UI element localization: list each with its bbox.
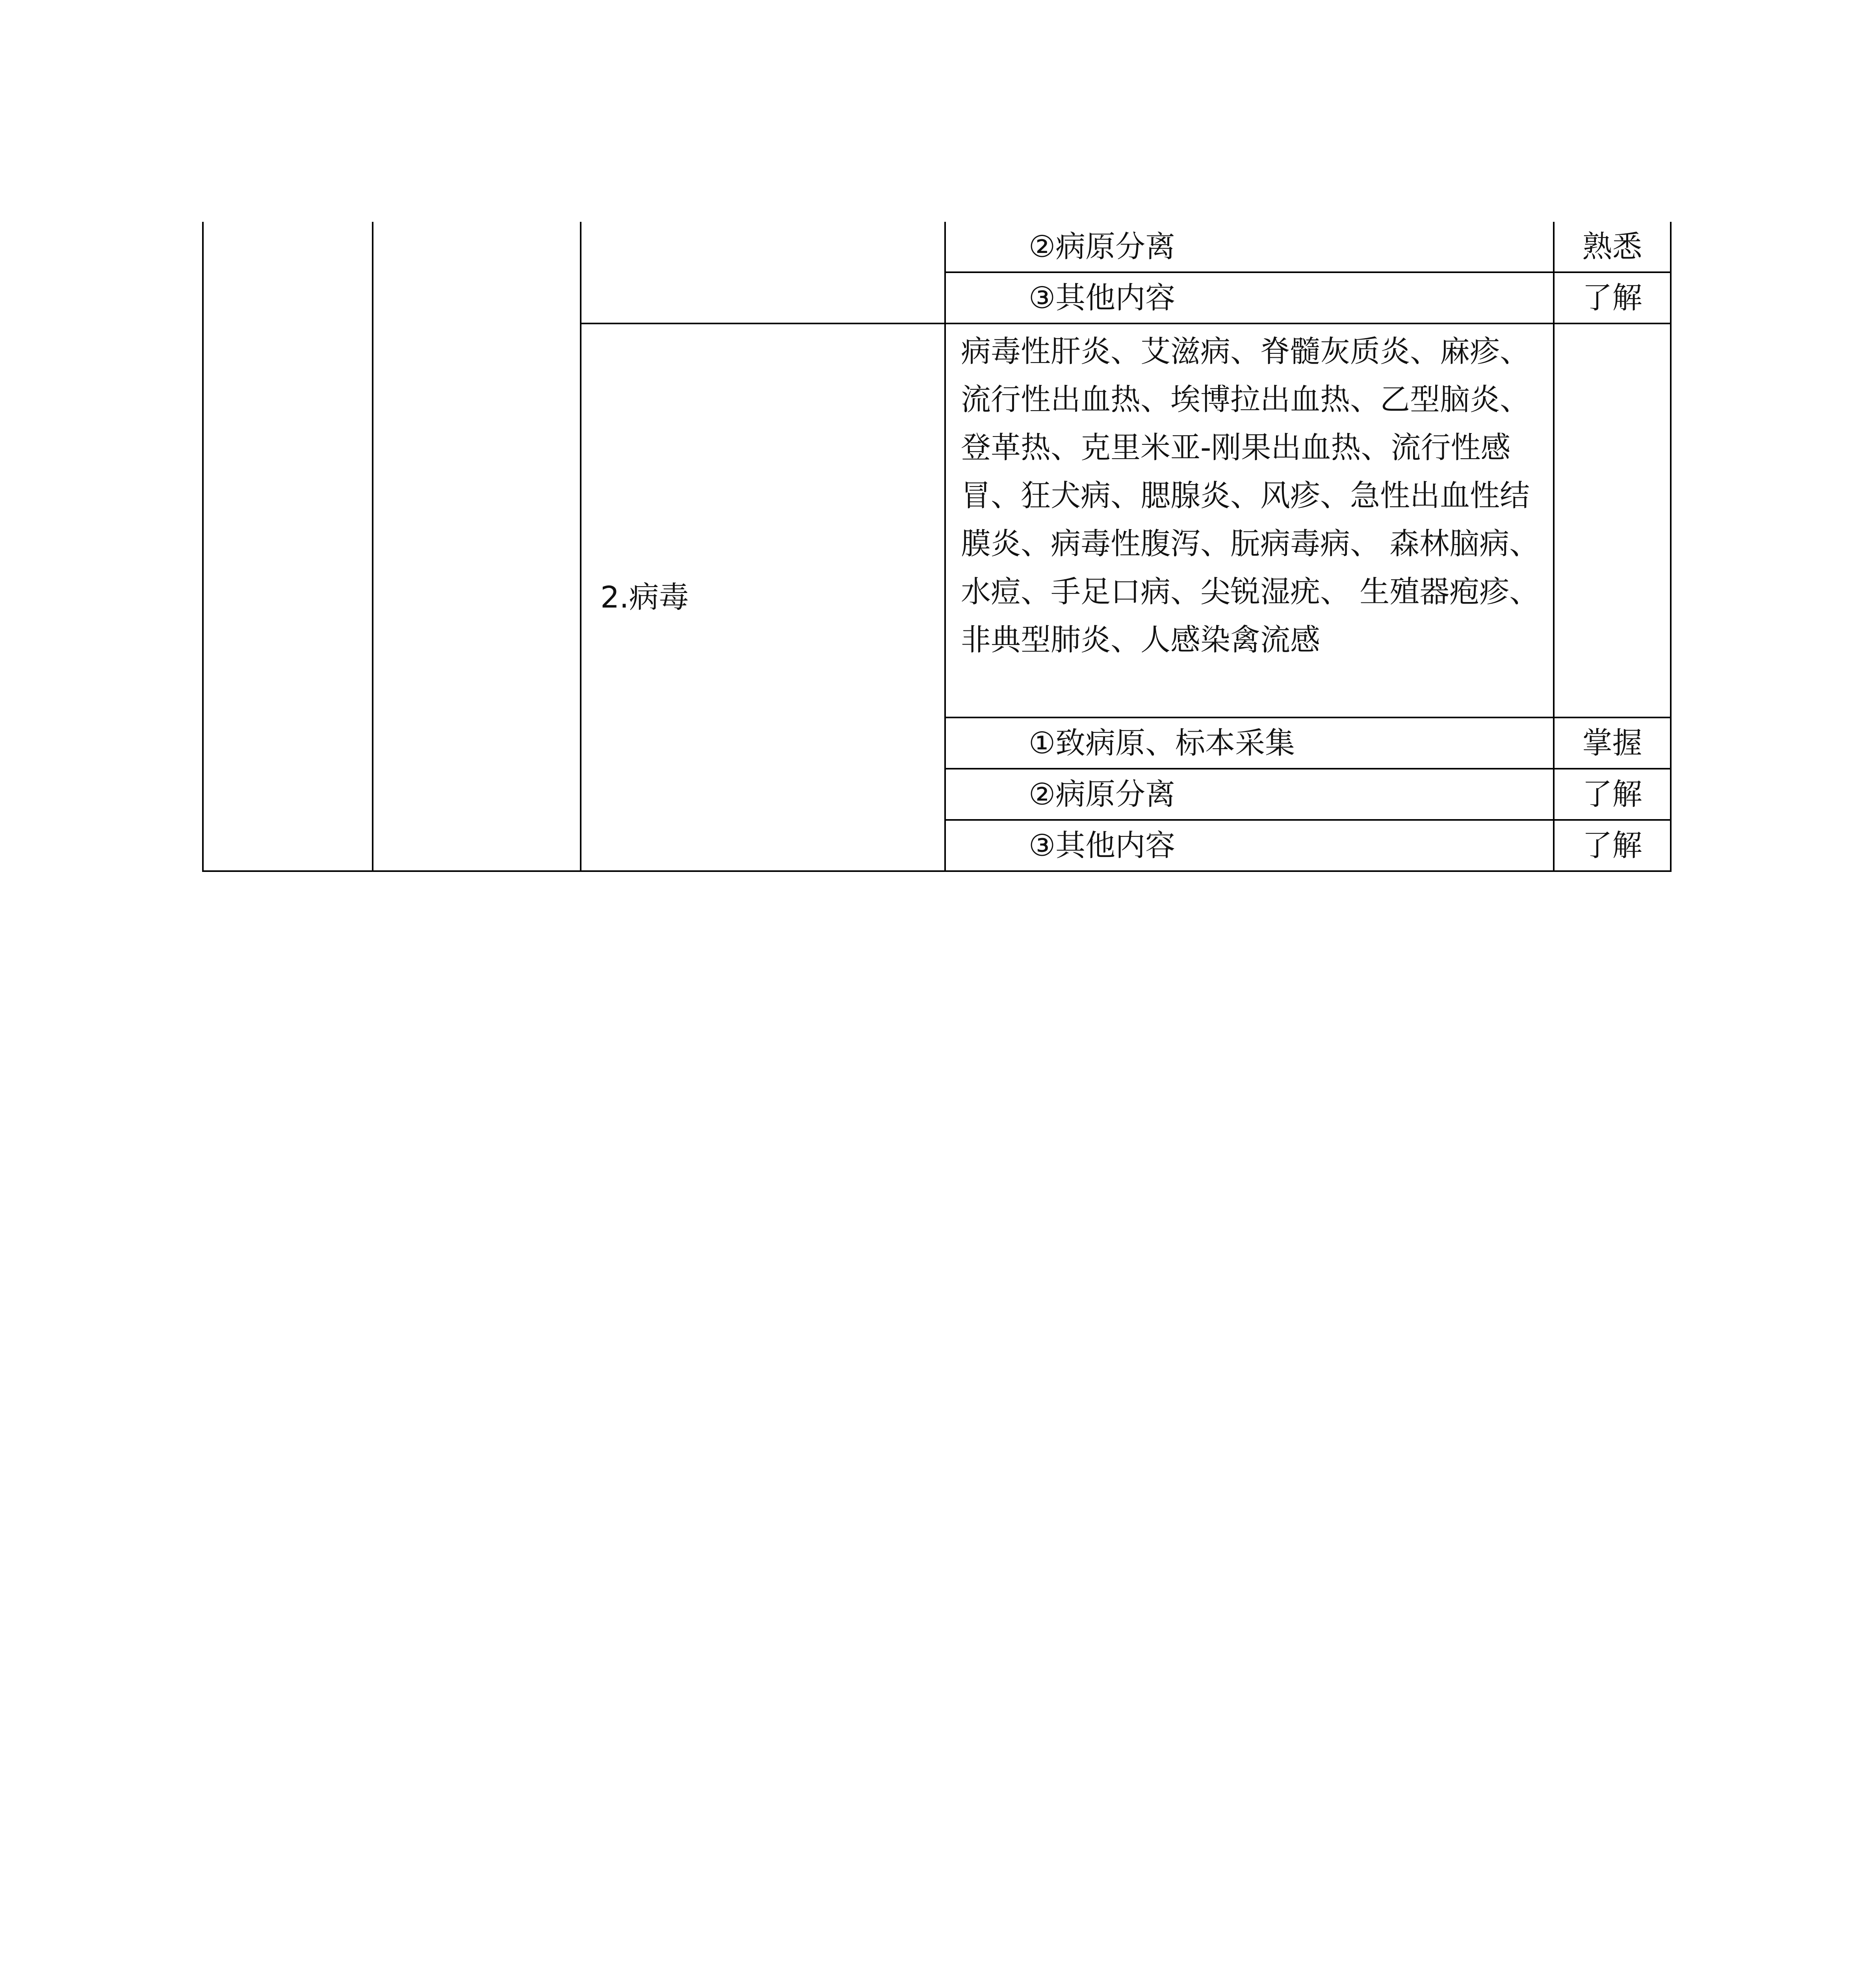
category-cell: [203, 222, 373, 871]
content-item-cell: ②病原分离: [945, 769, 1554, 820]
topic-cell: 2.病毒: [581, 323, 945, 871]
requirement-level-cell: 了解: [1554, 820, 1671, 871]
content-item-cell: ③其他内容: [945, 820, 1554, 871]
topic-cell-continued: [581, 222, 945, 323]
requirement-level-cell: 熟悉: [1554, 222, 1671, 272]
table-row: [203, 222, 1671, 272]
requirement-level-cell: 了解: [1554, 769, 1671, 820]
requirement-level-cell: [1554, 323, 1671, 717]
subcategory-cell: [373, 222, 581, 871]
requirement-level-cell: 掌握: [1554, 717, 1671, 769]
content-item-cell: ①致病原、标本采集: [945, 717, 1554, 769]
disease-list-cell: 病毒性肝炎、艾滋病、脊髓灰质炎、麻疹、流行性出血热、埃博拉出血热、乙型脑炎、登革热、克里米亚-刚果出血热、流行性感冒、狂犬病、腮腺炎、风疹、急性出血性结膜炎、病毒性腹泻、朊病毒病、 森林脑病、水痘、手足口病、尖锐湿疣、 生殖器疱疹、非典型肺炎、人感染禽流感: [945, 323, 1554, 717]
content-item-cell: ③其他内容: [945, 272, 1554, 323]
content-item-cell: ②病原分离: [945, 222, 1554, 272]
syllabus-table: [202, 222, 1672, 872]
requirement-level-cell: 了解: [1554, 272, 1671, 323]
